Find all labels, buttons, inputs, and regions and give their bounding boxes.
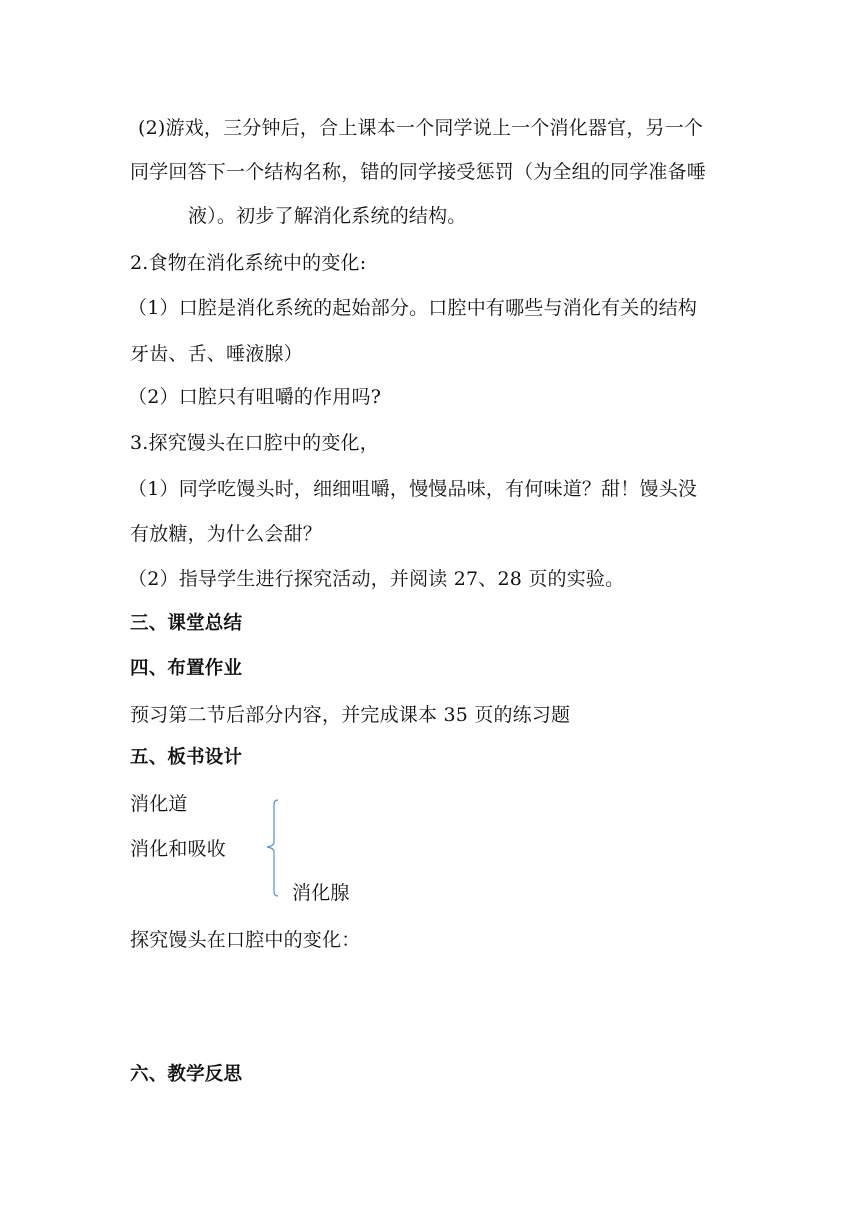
board-item-digestive-gland: 消化腺 <box>292 882 350 904</box>
explore-item-1-line-2: 有放糖，为什么会甜？ <box>130 523 323 545</box>
section-summary-heading: 三、课堂总结 <box>130 613 243 634</box>
board-item-digestion-absorption: 消化和吸收 <box>130 838 227 860</box>
board-explore-line: 探究馒头在口腔中的变化： <box>130 929 361 951</box>
heading-food-change: 2.食物在消化系统中的变化: <box>130 252 367 274</box>
section-homework-heading: 四、布置作业 <box>130 658 243 679</box>
game-paragraph-line-3: 液）。初步了解消化系统的结构。 <box>188 205 467 227</box>
heading-explore: 3.探究馒头在口腔中的变化， <box>130 432 379 454</box>
explore-item-2: （2）指导学生进行探究活动，并阅读 27、28 页的实验。 <box>128 568 625 590</box>
board-item-digestive-tract: 消化道 <box>130 793 188 815</box>
board-brace-bracket <box>264 798 284 898</box>
game-paragraph-line-2: 同学回答下一个结构名称，错的同学接受惩罚（为全组的同学准备唾 <box>130 161 707 183</box>
explore-item-1-line-1: （1）同学吃馒头时，细细咀嚼，慢慢品味，有何味道？甜！馒头没 <box>128 478 698 500</box>
section-reflection-heading: 六、教学反思 <box>130 1064 243 1085</box>
game-paragraph-line-1: (2)游戏，三分钟后，合上课本一个同学说上一个消化器官，另一个 <box>138 117 704 139</box>
mouth-question-1-line-2: 牙齿、舌、唾液腺） <box>130 343 303 365</box>
mouth-question-1-line-1: （1）口腔是消化系统的起始部分。口腔中有哪些与消化有关的结构 <box>128 297 698 319</box>
homework-text: 预习第二节后部分内容，并完成课本 35 页的练习题 <box>130 704 571 726</box>
mouth-question-2: （2）口腔只有咀嚼的作用吗? <box>128 386 382 408</box>
section-board-heading: 五、板书设计 <box>130 747 243 768</box>
